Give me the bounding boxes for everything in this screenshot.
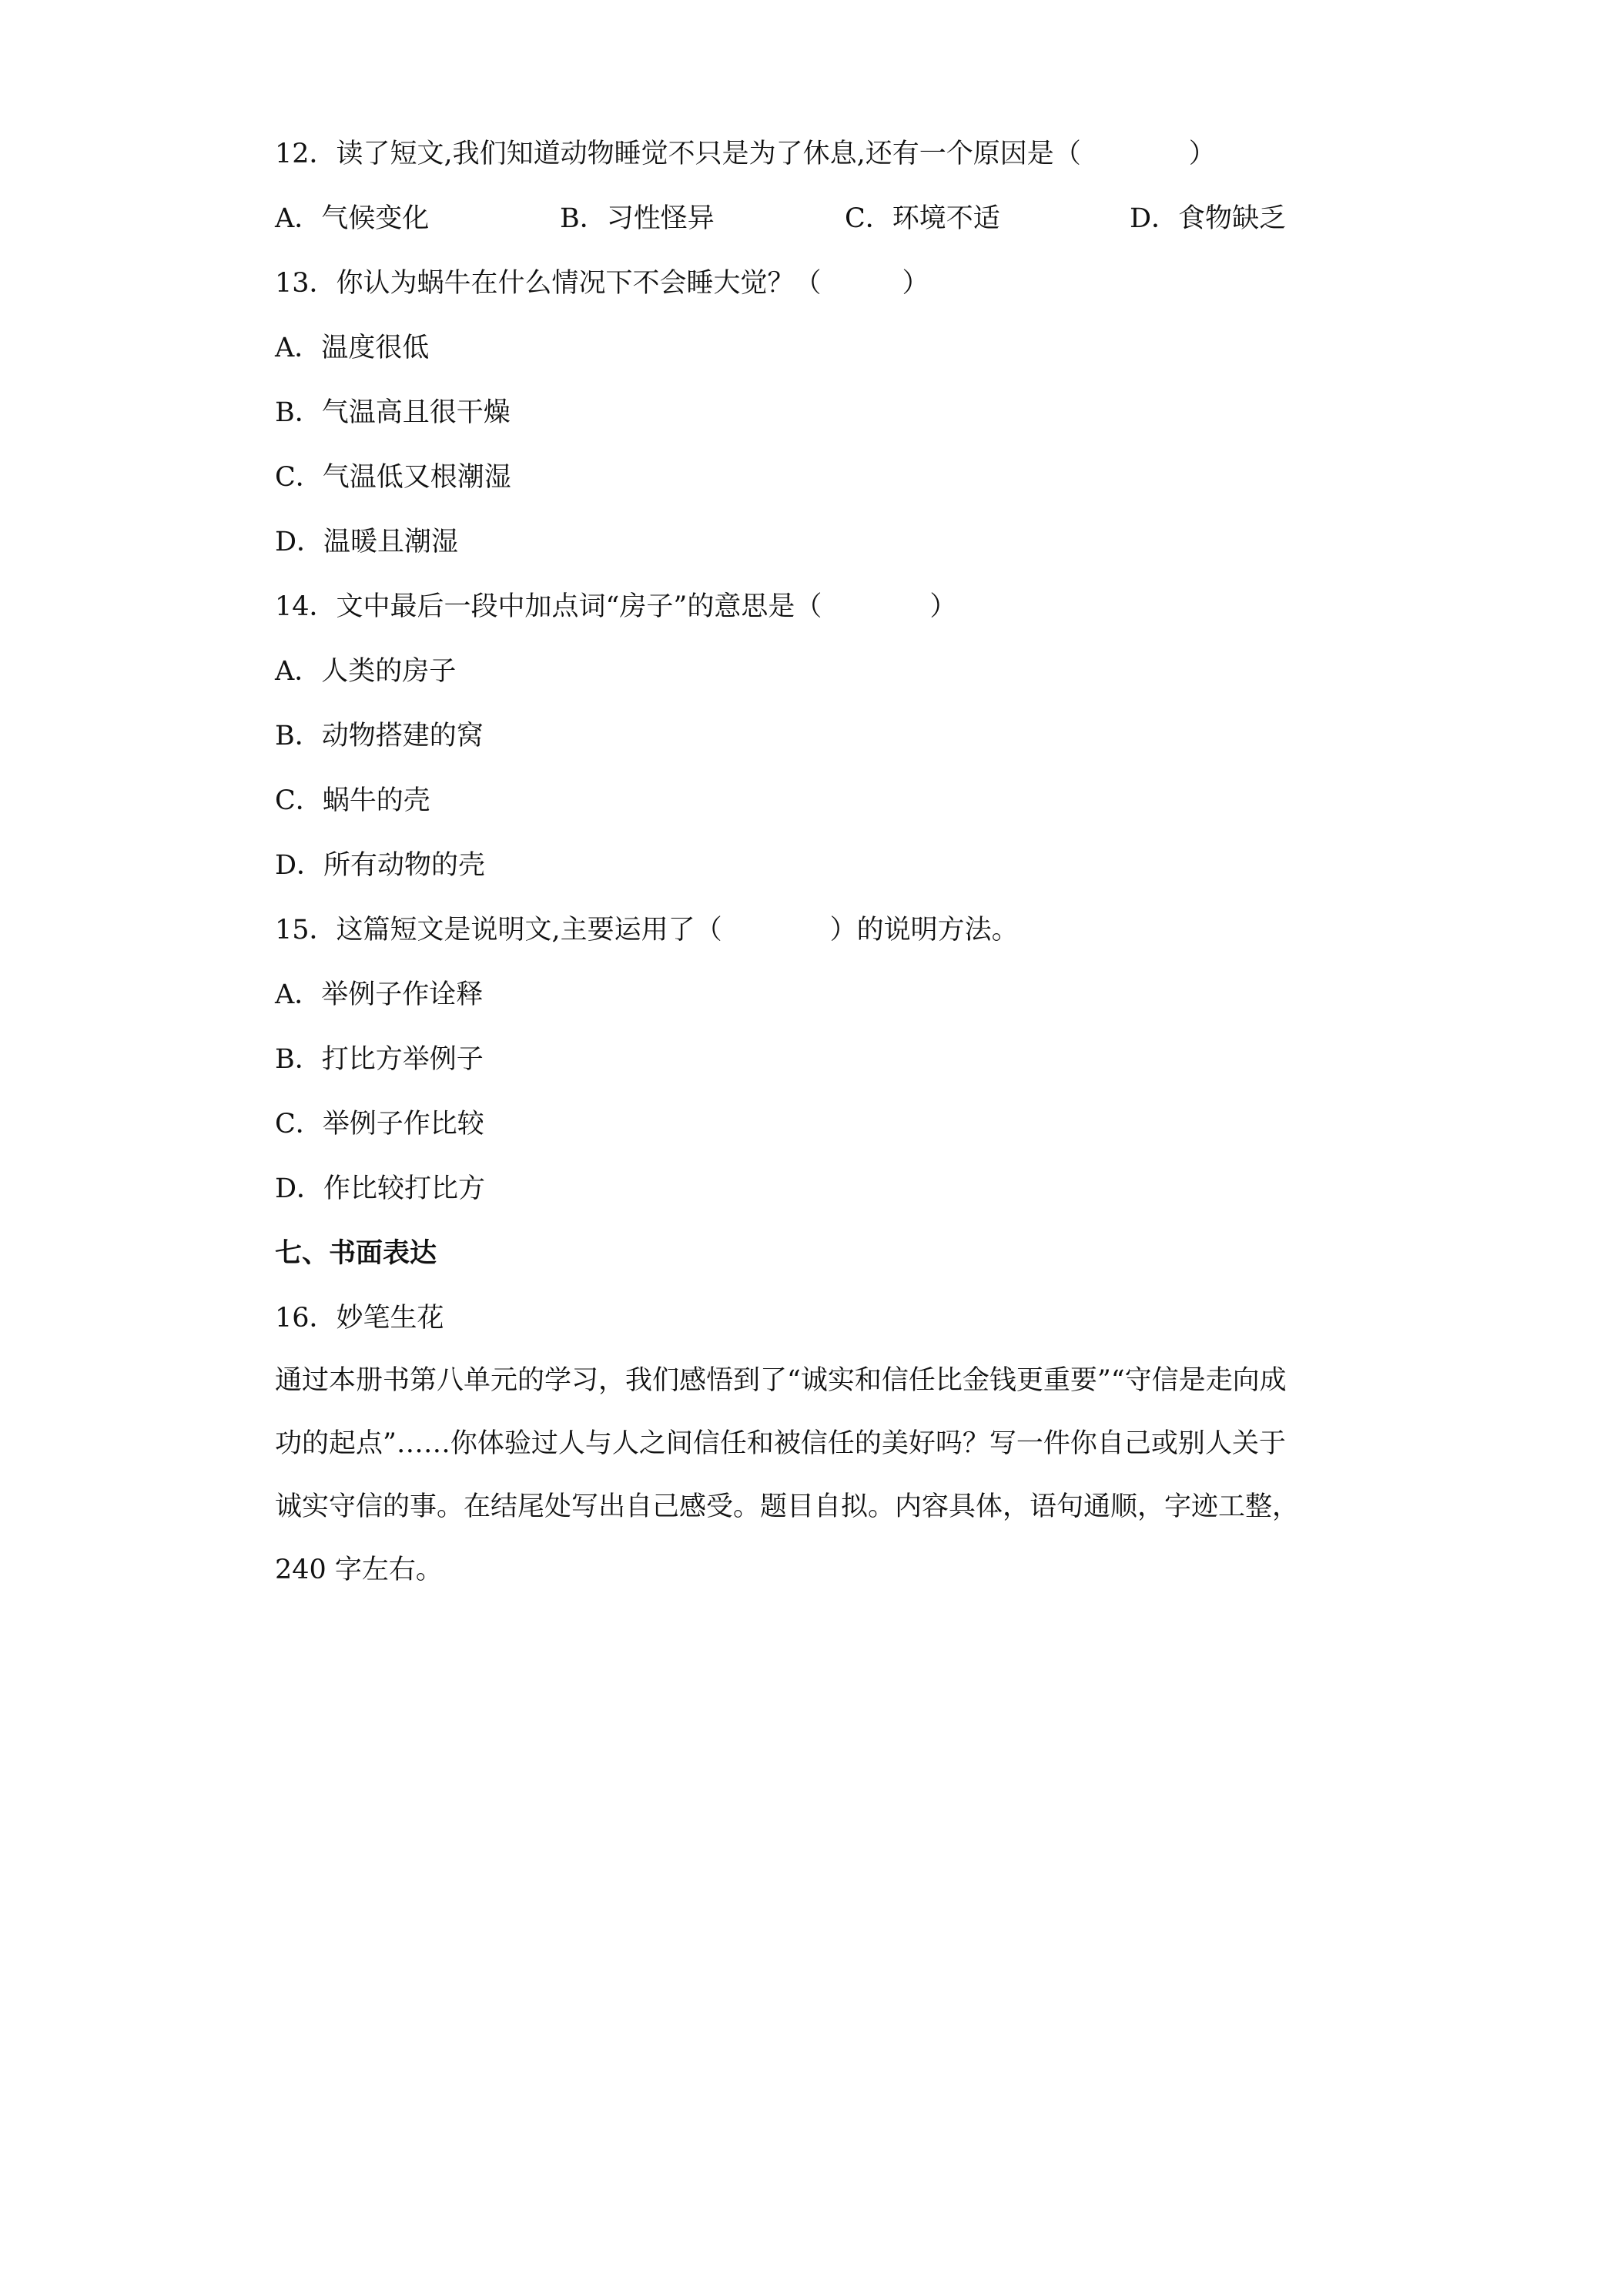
question-12-options	[275, 201, 1391, 236]
question-14-option-c: C．蜗牛的壳	[275, 785, 430, 816]
question-14-option-d: D．所有动物的壳	[275, 850, 486, 881]
question-14-stem: 14．文中最后一段中加点词“房子”的意思是（ ）	[275, 591, 957, 622]
question-16-title: 16．妙笔生花	[275, 1303, 444, 1334]
question-15-option-b: B．打比方举例子	[275, 1044, 484, 1075]
section-7-heading: 七、书面表达	[275, 1238, 437, 1269]
question-12-option-b: B．习性怪异	[560, 203, 715, 234]
prompt-line-3: 诚实守信的事。在结尾处写出自己感受。题目自拟。内容具体，语句通顺，字迹工整，	[275, 1491, 1300, 1522]
prompt-line-2: 功的起点”……你体验过人与人之间信任和被信任的美好吗？写一件你自己或别人关于	[275, 1428, 1286, 1459]
question-15-option-c: C．举例子作比较	[275, 1109, 484, 1140]
question-12-option-c: C．环境不适	[845, 203, 1000, 234]
prompt-line-1: 通过本册书第八单元的学习，我们感悟到了“诚实和信任比金钱更重要”“守信是走向成	[275, 1365, 1287, 1396]
question-12-stem: 12．读了短文,我们知道动物睡觉不只是为了休息,还有一个原因是（ ）	[275, 139, 1216, 169]
question-13-option-d: D．温暖且潮湿	[275, 527, 459, 557]
question-15-option-d: D．作比较打比方	[275, 1173, 486, 1204]
question-13-option-a: A．温度很低	[275, 333, 430, 363]
question-13-option-c: C．气温低又根潮湿	[275, 462, 511, 493]
question-12-option-d: D．食物缺乏	[1130, 203, 1287, 234]
question-15-option-a: A．举例子作诠释	[275, 979, 484, 1010]
question-13-option-b: B．气温高且很干燥	[275, 397, 511, 428]
question-13-stem: 13．你认为蜗牛在什么情况下不会睡大觉？（ ）	[275, 268, 929, 299]
question-16-prompt	[275, 1349, 1353, 1602]
question-14-option-a: A．人类的房子	[275, 656, 457, 687]
prompt-line-4: 240 字左右。	[275, 1555, 443, 1585]
question-14-option-b: B．动物搭建的窝	[275, 721, 484, 751]
question-15-stem: 15．这篇短文是说明文,主要运用了（ ）的说明方法。	[275, 915, 1019, 946]
question-12-option-a: A．气候变化	[275, 203, 430, 234]
